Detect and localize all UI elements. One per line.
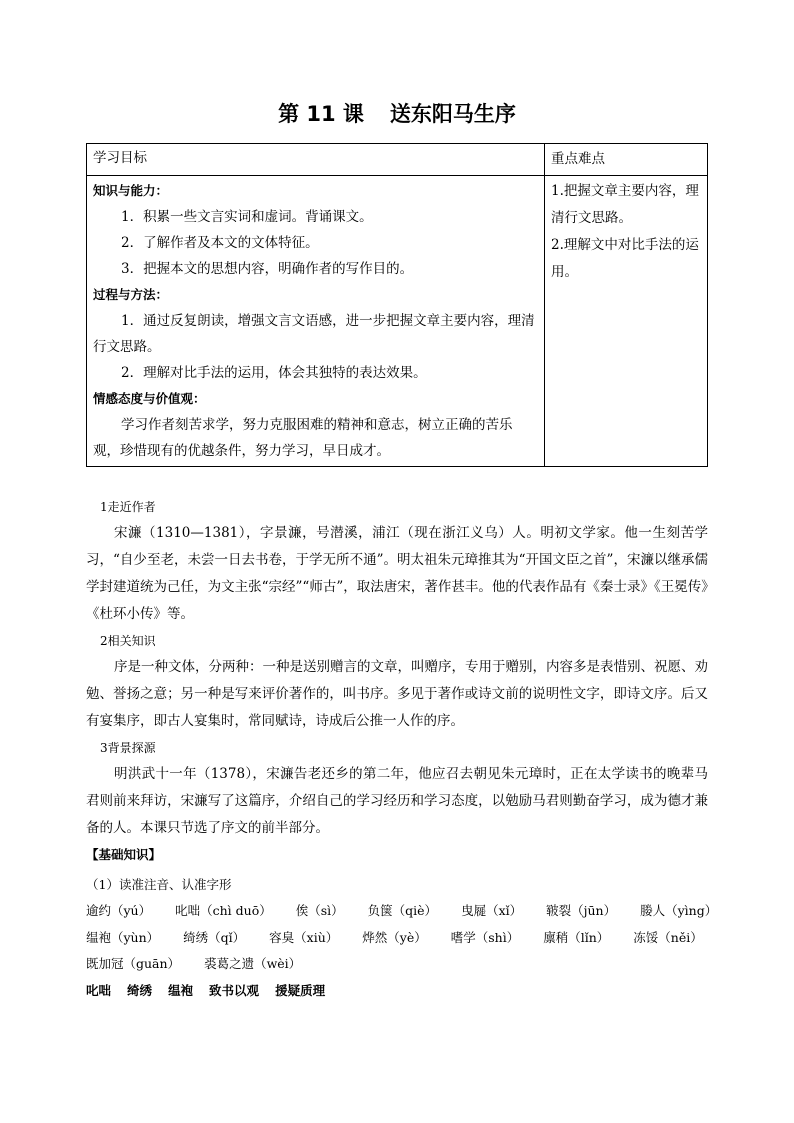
section-text: 宋濂（1310—1381），字景濂，号潜溪，浦江（现在浙江义乌）人。明初文学家。他一生刻苦学习，“自少至老，未尝一日去书卷，于学无所不通”。明太祖朱元璋推其为“开国文臣之首”，宋濂以继承儒学封建道统为己任，为文主张“宗经”“师古”，取法唐宋，著作甚丰。他的代表作品有《秦士录》《王冕传》《杜环小传》等。 [86,525,708,622]
vocab-item: 逾约（yú） [86,903,152,918]
vocab-item: 冻馁（něi） [633,929,703,945]
goal-section-heading: 情感态度与价值观： [93,391,206,406]
vocab-item: 缊袍（yùn） [86,929,160,945]
vocab-item: 叱咄（chì duō） [175,903,272,918]
main-content [86,494,718,1004]
goal-item: 2．理解对比手法的运用，体会其独特的表达效果。 [121,365,427,381]
goal-item: 2．了解作者及本文的文体特征。 [121,235,319,251]
vocab-item: 既加冠（guān） [86,956,181,971]
goal-item: 1．通过反复朗读，增强文言文语感，进一步把握文章主要内容，理清行文思路。 [93,313,535,355]
section-label: 1走近作者 [100,500,156,514]
key-points-content [545,176,708,467]
goals-content [87,176,545,467]
vocab-item: 皲裂（jūn） [546,903,617,918]
bold-word: 缊袍 [168,982,194,998]
page-title [0,98,794,128]
goal-item: 1．积累一些文言实词和虚词。背诵课文。 [121,209,373,225]
key-point: 2.理解文中对比手法的运用。 [551,237,699,280]
goal-item: 学习作者刻苦求学，努力克服困难的精神和意志，树立正确的苦乐观，珍惜现有的优越条件，努力学习，早日成才。 [93,417,513,459]
bold-word: 致书以观 [209,982,260,998]
basics-heading: 【基础知识】 [86,847,162,862]
bold-word: 叱咄 [86,982,112,998]
bold-words-row [86,978,708,1005]
lesson-name: 送东阳马生序 [389,102,516,126]
bold-word: 绮绣 [127,982,153,998]
vocab-item: 负箧（qiè） [367,903,438,918]
key-point: 1.把握文章主要内容，理清行文思路。 [551,183,699,226]
section-label: 3背景探源 [100,741,156,755]
vocab-item: 烨然（yè） [362,929,427,945]
vocab-row [86,925,708,952]
vocab-item: 裘葛之遗（wèi） [204,956,302,971]
basics-subheading: （1）读准注音、认准字形 [86,877,232,892]
vocab-row [86,898,718,925]
goals-header: 学习目标 [87,144,545,176]
goal-section-heading: 过程与方法： [93,287,169,302]
bold-word: 援疑质理 [275,982,326,998]
vocab-item: 廪稍（lǐn） [543,929,610,945]
vocab-item: 媵人（yìng） [640,903,718,918]
key-points-header: 重点难点 [545,144,708,176]
section-label: 2相关知识 [100,634,156,648]
vocab-item: 俟（sì） [295,903,344,918]
vocab-item: 曳屣（xǐ） [461,903,523,918]
lesson-number: 第 11 课 [278,102,364,126]
section-text: 明洪武十一年（1378），宋濂告老还乡的第二年，他应召去朝见朱元璋时，正在太学读书的晚辈马君则前来拜访，宋濂写了这篇序，介绍自己的学习经历和学习态度，以勉励马君则勤奋学习，成为德才兼备的人。本课只节选了序文的前半部分。 [86,766,708,836]
section-text: 序是一种文体，分两种：一种是送别赠言的文章，叫赠序，专用于赠别，内容多是表惜别、祝愿、劝勉、誉扬之意；另一种是写来评价著作的，叫书序。多见于著作或诗文前的说明性文字，即诗文序。后又有宴集序，即古人宴集时，常同赋诗，诗成后公推一人作的序。 [86,659,708,729]
vocab-row [86,951,708,978]
vocab-item: 嗜学（shì） [450,929,520,945]
vocab-item: 容臭（xiù） [269,929,339,945]
vocab-item: 绮绣（qǐ） [183,929,246,945]
goals-table [86,143,708,467]
goal-section-heading: 知识与能力： [93,183,169,198]
goal-item: 3．把握本文的思想内容，明确作者的写作目的。 [121,261,414,277]
